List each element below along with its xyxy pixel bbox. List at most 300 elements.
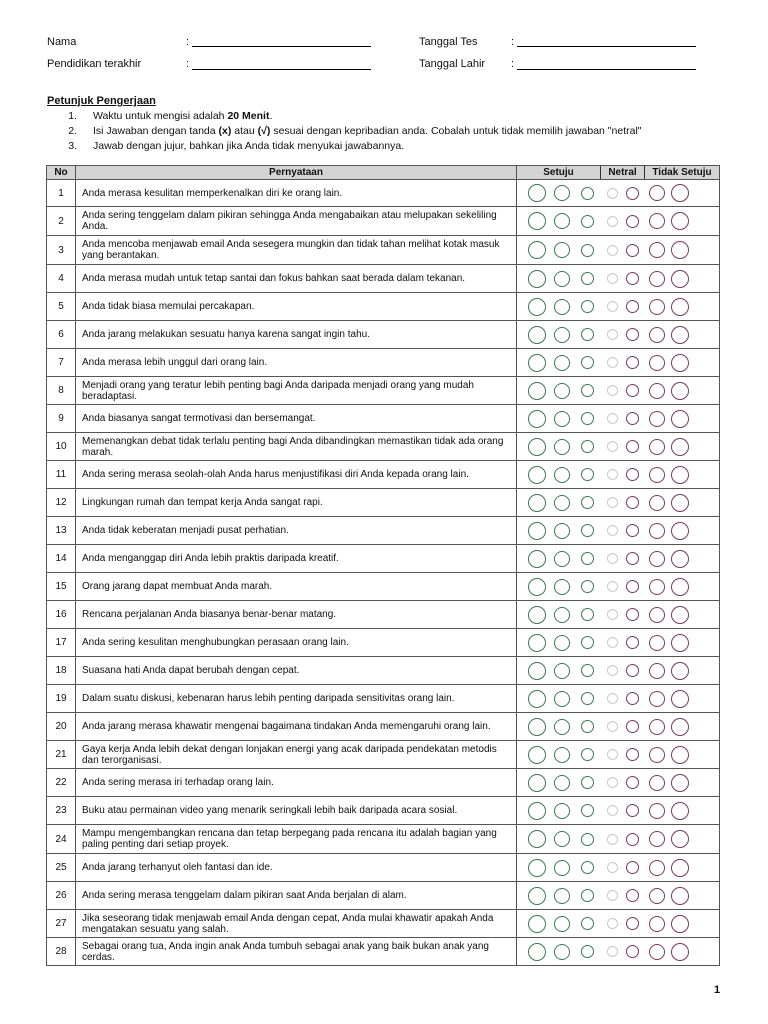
disagree-strong-option[interactable] — [671, 578, 689, 596]
agree-strong-option[interactable] — [528, 270, 546, 288]
row-number: 8 — [47, 377, 76, 405]
header-statement: Pernyataan — [76, 166, 517, 180]
agree-strong-option[interactable] — [528, 298, 546, 316]
agree-option[interactable] — [554, 495, 570, 511]
disagree-slight-option[interactable] — [626, 468, 639, 481]
agree-strong-option[interactable] — [528, 354, 546, 372]
instructions-title: Petunjuk Pengerjaan — [47, 95, 156, 107]
table-row — [47, 349, 720, 377]
agree-option[interactable] — [554, 888, 570, 904]
disagree-slight-option[interactable] — [626, 692, 639, 705]
neutral-option[interactable] — [607, 946, 618, 957]
neutral-option[interactable] — [607, 862, 618, 873]
table-row — [47, 545, 720, 573]
agree-option[interactable] — [554, 719, 570, 735]
neutral-option[interactable] — [607, 245, 618, 256]
disagree-slight-option[interactable] — [626, 804, 639, 817]
row-number: 20 — [47, 713, 76, 741]
agree-slight-option[interactable] — [581, 664, 594, 677]
row-statement: Gaya kerja Anda lebih dekat dengan lonjakan energi yang acak daripada pendekatan metodis dan terorganisasi. — [76, 741, 517, 769]
answer-options — [517, 573, 720, 601]
answer-options — [517, 433, 720, 461]
table-row — [47, 573, 720, 601]
neutral-option[interactable] — [607, 581, 618, 592]
table-row — [47, 797, 720, 825]
agree-option[interactable] — [554, 803, 570, 819]
row-statement: Dalam suatu diskusi, kebenaran harus lebih penting daripada sensitivitas orang lain. — [76, 685, 517, 713]
agree-strong-option[interactable] — [528, 915, 546, 933]
disagree-slight-option[interactable] — [626, 412, 639, 425]
disagree-option[interactable] — [649, 831, 665, 847]
disagree-option[interactable] — [649, 467, 665, 483]
agree-strong-option[interactable] — [528, 690, 546, 708]
disagree-option[interactable] — [649, 242, 665, 258]
disagree-slight-option[interactable] — [626, 636, 639, 649]
row-number: 17 — [47, 629, 76, 657]
agree-slight-option[interactable] — [581, 748, 594, 761]
answer-options — [517, 265, 720, 293]
answer-options — [517, 741, 720, 769]
agree-slight-option[interactable] — [581, 889, 594, 902]
table-row — [47, 405, 720, 433]
agree-slight-option[interactable] — [581, 412, 594, 425]
neutral-option[interactable] — [607, 525, 618, 536]
row-statement: Anda sering merasa seolah-olah Anda harus menjustifikasi diri Anda kepada orang lain. — [76, 461, 517, 489]
answer-options — [517, 685, 720, 713]
agree-slight-option[interactable] — [581, 804, 594, 817]
agree-option[interactable] — [554, 860, 570, 876]
row-number: 7 — [47, 349, 76, 377]
neutral-option[interactable] — [607, 918, 618, 929]
table-row — [47, 882, 720, 910]
neutral-option[interactable] — [607, 357, 618, 368]
row-number: 22 — [47, 769, 76, 797]
agree-slight-option[interactable] — [581, 440, 594, 453]
disagree-slight-option[interactable] — [626, 664, 639, 677]
table-row — [47, 293, 720, 321]
disagree-strong-option[interactable] — [671, 915, 689, 933]
row-number: 4 — [47, 265, 76, 293]
instruction-number: 1. — [68, 110, 77, 122]
neutral-option[interactable] — [607, 890, 618, 901]
answer-options — [517, 629, 720, 657]
instruction-text: Isi Jawaban dengan tanda (x) atau (√) sesuai dengan kepribadian anda. Cobalah untuk tidak memilih jawaban "netral" — [93, 125, 642, 137]
row-statement: Jika seseorang tidak menjawab email Anda dengan cepat, Anda mulai khawatir apakah Anda mengatakan sesuatu yang salah. — [76, 910, 517, 938]
row-statement: Anda tidak keberatan menjadi pusat perhatian. — [76, 517, 517, 545]
disagree-slight-option[interactable] — [626, 356, 639, 369]
agree-strong-option[interactable] — [528, 578, 546, 596]
agree-slight-option[interactable] — [581, 833, 594, 846]
field-label-education: Pendidikan terakhir — [47, 58, 142, 70]
answer-options — [517, 545, 720, 573]
answer-options — [517, 854, 720, 882]
instruction-item — [0, 140, 768, 152]
agree-option[interactable] — [554, 213, 570, 229]
disagree-strong-option[interactable] — [671, 241, 689, 259]
disagree-option[interactable] — [649, 551, 665, 567]
agree-strong-option[interactable] — [528, 212, 546, 230]
answer-options — [517, 405, 720, 433]
disagree-slight-option[interactable] — [626, 328, 639, 341]
agree-strong-option[interactable] — [528, 718, 546, 736]
row-statement: Anda merasa kesulitan memperkenalkan diri ke orang lain. — [76, 180, 517, 207]
agree-strong-option[interactable] — [528, 550, 546, 568]
agree-option[interactable] — [554, 663, 570, 679]
neutral-option[interactable] — [607, 834, 618, 845]
neutral-option[interactable] — [607, 609, 618, 620]
agree-option[interactable] — [554, 691, 570, 707]
disagree-strong-option[interactable] — [671, 634, 689, 652]
disagree-strong-option[interactable] — [671, 494, 689, 512]
agree-slight-option[interactable] — [581, 917, 594, 930]
table-row — [47, 769, 720, 797]
table-row — [47, 854, 720, 882]
disagree-slight-option[interactable] — [626, 720, 639, 733]
disagree-slight-option[interactable] — [626, 608, 639, 621]
agree-option[interactable] — [554, 185, 570, 201]
agree-strong-option[interactable] — [528, 802, 546, 820]
disagree-option[interactable] — [649, 607, 665, 623]
agree-strong-option[interactable] — [528, 887, 546, 905]
disagree-option[interactable] — [649, 719, 665, 735]
agree-strong-option[interactable] — [528, 746, 546, 764]
row-number: 9 — [47, 405, 76, 433]
neutral-option[interactable] — [607, 441, 618, 452]
agree-option[interactable] — [554, 327, 570, 343]
agree-strong-option[interactable] — [528, 326, 546, 344]
table-row — [47, 685, 720, 713]
row-number: 10 — [47, 433, 76, 461]
disagree-slight-option[interactable] — [626, 552, 639, 565]
disagree-slight-option[interactable] — [626, 776, 639, 789]
disagree-slight-option[interactable] — [626, 300, 639, 313]
disagree-slight-option[interactable] — [626, 215, 639, 228]
disagree-option[interactable] — [649, 775, 665, 791]
agree-option[interactable] — [554, 299, 570, 315]
table-row — [47, 657, 720, 685]
row-statement: Anda biasanya sangat termotivasi dan bersemangat. — [76, 405, 517, 433]
agree-slight-option[interactable] — [581, 861, 594, 874]
disagree-option[interactable] — [649, 579, 665, 595]
disagree-option[interactable] — [649, 944, 665, 960]
agree-strong-option[interactable] — [528, 241, 546, 259]
table-row — [47, 517, 720, 545]
row-number: 6 — [47, 321, 76, 349]
agree-option[interactable] — [554, 551, 570, 567]
instruction-item — [0, 125, 768, 137]
agree-strong-option[interactable] — [528, 382, 546, 400]
table-row — [47, 377, 720, 405]
row-statement: Rencana perjalanan Anda biasanya benar-benar matang. — [76, 601, 517, 629]
disagree-strong-option[interactable] — [671, 859, 689, 877]
disagree-slight-option[interactable] — [626, 917, 639, 930]
disagree-strong-option[interactable] — [671, 774, 689, 792]
test-date-field[interactable] — [517, 46, 696, 47]
row-number: 27 — [47, 910, 76, 938]
agree-option[interactable] — [554, 775, 570, 791]
agree-strong-option[interactable] — [528, 606, 546, 624]
table-row — [47, 207, 720, 236]
agree-option[interactable] — [554, 607, 570, 623]
disagree-strong-option[interactable] — [671, 550, 689, 568]
agree-strong-option[interactable] — [528, 774, 546, 792]
disagree-strong-option[interactable] — [671, 270, 689, 288]
agree-slight-option[interactable] — [581, 272, 594, 285]
disagree-strong-option[interactable] — [671, 212, 689, 230]
disagree-option[interactable] — [649, 185, 665, 201]
disagree-option[interactable] — [649, 495, 665, 511]
disagree-slight-option[interactable] — [626, 889, 639, 902]
row-statement: Anda jarang merasa khawatir mengenai bagaimana tindakan Anda memengaruhi orang lain. — [76, 713, 517, 741]
disagree-option[interactable] — [649, 747, 665, 763]
table-row — [47, 180, 720, 207]
disagree-strong-option[interactable] — [671, 690, 689, 708]
agree-strong-option[interactable] — [528, 438, 546, 456]
disagree-option[interactable] — [649, 299, 665, 315]
agree-option[interactable] — [554, 635, 570, 651]
agree-strong-option[interactable] — [528, 494, 546, 512]
neutral-option[interactable] — [607, 413, 618, 424]
disagree-option[interactable] — [649, 663, 665, 679]
disagree-slight-option[interactable] — [626, 580, 639, 593]
agree-option[interactable] — [554, 271, 570, 287]
agree-strong-option[interactable] — [528, 859, 546, 877]
answer-options — [517, 517, 720, 545]
field-label-test-date: Tanggal Tes — [419, 36, 478, 48]
disagree-option[interactable] — [649, 803, 665, 819]
table-row — [47, 321, 720, 349]
disagree-slight-option[interactable] — [626, 440, 639, 453]
disagree-option[interactable] — [649, 411, 665, 427]
agree-slight-option[interactable] — [581, 384, 594, 397]
agree-option[interactable] — [554, 439, 570, 455]
disagree-slight-option[interactable] — [626, 272, 639, 285]
row-statement: Sebagai orang tua, Anda ingin anak Anda tumbuh sebagai anak yang baik bukan anak yang cerdas. — [76, 938, 517, 966]
questionnaire-table — [46, 165, 720, 966]
agree-option[interactable] — [554, 523, 570, 539]
neutral-option[interactable] — [607, 329, 618, 340]
disagree-slight-option[interactable] — [626, 833, 639, 846]
row-number: 28 — [47, 938, 76, 966]
disagree-option[interactable] — [649, 327, 665, 343]
disagree-slight-option[interactable] — [626, 524, 639, 537]
answer-options — [517, 797, 720, 825]
instruction-text: Jawab dengan jujur, bahkan jika Anda tidak menyukai jawabannya. — [93, 140, 405, 152]
disagree-strong-option[interactable] — [671, 184, 689, 202]
agree-strong-option[interactable] — [528, 662, 546, 680]
table-row — [47, 601, 720, 629]
agree-slight-option[interactable] — [581, 692, 594, 705]
row-statement: Anda merasa mudah untuk tetap santai dan fokus bahkan saat berada dalam tekanan. — [76, 265, 517, 293]
instruction-item — [0, 110, 768, 122]
field-colon: : — [511, 58, 515, 70]
neutral-option[interactable] — [607, 777, 618, 788]
row-number: 12 — [47, 489, 76, 517]
disagree-strong-option[interactable] — [671, 326, 689, 344]
agree-slight-option[interactable] — [581, 496, 594, 509]
agree-option[interactable] — [554, 467, 570, 483]
neutral-option[interactable] — [607, 273, 618, 284]
disagree-slight-option[interactable] — [626, 244, 639, 257]
answer-options — [517, 938, 720, 966]
disagree-strong-option[interactable] — [671, 943, 689, 961]
row-number: 24 — [47, 825, 76, 854]
disagree-slight-option[interactable] — [626, 496, 639, 509]
disagree-strong-option[interactable] — [671, 522, 689, 540]
agree-strong-option[interactable] — [528, 410, 546, 428]
neutral-option[interactable] — [607, 301, 618, 312]
disagree-option[interactable] — [649, 213, 665, 229]
instruction-number: 3. — [68, 140, 77, 152]
disagree-option[interactable] — [649, 635, 665, 651]
header-agree: Setuju — [517, 166, 601, 180]
disagree-slight-option[interactable] — [626, 187, 639, 200]
birth-date-field[interactable] — [517, 69, 696, 70]
disagree-strong-option[interactable] — [671, 410, 689, 428]
name-field[interactable] — [192, 46, 371, 47]
agree-slight-option[interactable] — [581, 524, 594, 537]
field-label-name: Nama — [47, 36, 77, 48]
agree-slight-option[interactable] — [581, 328, 594, 341]
agree-option[interactable] — [554, 916, 570, 932]
answer-options — [517, 293, 720, 321]
disagree-strong-option[interactable] — [671, 887, 689, 905]
agree-option[interactable] — [554, 747, 570, 763]
agree-slight-option[interactable] — [581, 636, 594, 649]
row-statement: Orang jarang dapat membuat Anda marah. — [76, 573, 517, 601]
education-field[interactable] — [192, 69, 371, 70]
disagree-strong-option[interactable] — [671, 438, 689, 456]
agree-option[interactable] — [554, 383, 570, 399]
disagree-option[interactable] — [649, 888, 665, 904]
field-colon: : — [186, 36, 190, 48]
disagree-option[interactable] — [649, 691, 665, 707]
answer-options — [517, 825, 720, 854]
row-statement: Menjadi orang yang teratur lebih penting bagi Anda daripada menjadi orang yang mudah beradaptasi. — [76, 377, 517, 405]
row-number: 18 — [47, 657, 76, 685]
disagree-slight-option[interactable] — [626, 945, 639, 958]
agree-strong-option[interactable] — [528, 830, 546, 848]
disagree-option[interactable] — [649, 383, 665, 399]
agree-slight-option[interactable] — [581, 720, 594, 733]
table-row — [47, 433, 720, 461]
disagree-strong-option[interactable] — [671, 746, 689, 764]
agree-slight-option[interactable] — [581, 215, 594, 228]
row-statement: Anda mencoba menjawab email Anda sesegera mungkin dan tidak tahan melihat kotak masuk yang berantakan. — [76, 236, 517, 265]
row-number: 26 — [47, 882, 76, 910]
neutral-option[interactable] — [607, 553, 618, 564]
answer-options — [517, 601, 720, 629]
answer-options — [517, 713, 720, 741]
agree-strong-option[interactable] — [528, 522, 546, 540]
neutral-option[interactable] — [607, 805, 618, 816]
disagree-option[interactable] — [649, 271, 665, 287]
agree-option[interactable] — [554, 579, 570, 595]
agree-strong-option[interactable] — [528, 634, 546, 652]
row-number: 19 — [47, 685, 76, 713]
row-statement: Anda menganggap diri Anda lebih praktis daripada kreatif. — [76, 545, 517, 573]
neutral-option[interactable] — [607, 721, 618, 732]
agree-strong-option[interactable] — [528, 466, 546, 484]
agree-option[interactable] — [554, 411, 570, 427]
neutral-option[interactable] — [607, 216, 618, 227]
row-number: 13 — [47, 517, 76, 545]
disagree-strong-option[interactable] — [671, 298, 689, 316]
disagree-slight-option[interactable] — [626, 861, 639, 874]
disagree-option[interactable] — [649, 916, 665, 932]
neutral-option[interactable] — [607, 749, 618, 760]
agree-option[interactable] — [554, 831, 570, 847]
neutral-option[interactable] — [607, 385, 618, 396]
agree-slight-option[interactable] — [581, 244, 594, 257]
row-statement: Lingkungan rumah dan tempat kerja Anda sangat rapi. — [76, 489, 517, 517]
field-label-birth-date: Tanggal Lahir — [419, 58, 486, 70]
agree-strong-option[interactable] — [528, 943, 546, 961]
neutral-option[interactable] — [607, 637, 618, 648]
agree-slight-option[interactable] — [581, 580, 594, 593]
disagree-strong-option[interactable] — [671, 382, 689, 400]
agree-slight-option[interactable] — [581, 468, 594, 481]
disagree-slight-option[interactable] — [626, 748, 639, 761]
disagree-option[interactable] — [649, 860, 665, 876]
row-statement: Anda jarang melakukan sesuatu hanya karena sangat ingin tahu. — [76, 321, 517, 349]
agree-slight-option[interactable] — [581, 300, 594, 313]
disagree-strong-option[interactable] — [671, 606, 689, 624]
answer-options — [517, 236, 720, 265]
row-number: 2 — [47, 207, 76, 236]
neutral-option[interactable] — [607, 665, 618, 676]
disagree-slight-option[interactable] — [626, 384, 639, 397]
agree-option[interactable] — [554, 242, 570, 258]
neutral-option[interactable] — [607, 693, 618, 704]
table-row — [47, 489, 720, 517]
row-statement: Anda merasa lebih unggul dari orang lain. — [76, 349, 517, 377]
row-statement: Buku atau permainan video yang menarik seringkali lebih baik daripada acara sosial. — [76, 797, 517, 825]
agree-slight-option[interactable] — [581, 776, 594, 789]
agree-slight-option[interactable] — [581, 187, 594, 200]
disagree-strong-option[interactable] — [671, 466, 689, 484]
row-statement: Mampu mengembangkan rencana dan tetap berpegang pada rencana itu adalah bagian yang paling penting dari setiap proyek. — [76, 825, 517, 854]
agree-strong-option[interactable] — [528, 184, 546, 202]
agree-option[interactable] — [554, 944, 570, 960]
disagree-option[interactable] — [649, 355, 665, 371]
neutral-option[interactable] — [607, 469, 618, 480]
disagree-strong-option[interactable] — [671, 802, 689, 820]
table-row — [47, 938, 720, 966]
disagree-strong-option[interactable] — [671, 830, 689, 848]
answer-options — [517, 657, 720, 685]
agree-slight-option[interactable] — [581, 608, 594, 621]
disagree-strong-option[interactable] — [671, 718, 689, 736]
row-statement: Anda sering merasa iri terhadap orang lain. — [76, 769, 517, 797]
row-statement: Anda sering merasa tenggelam dalam pikiran saat Anda berjalan di alam. — [76, 882, 517, 910]
table-row — [47, 265, 720, 293]
disagree-option[interactable] — [649, 523, 665, 539]
header-neutral: Netral — [601, 166, 645, 180]
disagree-strong-option[interactable] — [671, 662, 689, 680]
answer-options — [517, 377, 720, 405]
agree-option[interactable] — [554, 355, 570, 371]
neutral-option[interactable] — [607, 497, 618, 508]
row-number: 25 — [47, 854, 76, 882]
disagree-strong-option[interactable] — [671, 354, 689, 372]
disagree-option[interactable] — [649, 439, 665, 455]
neutral-option[interactable] — [607, 188, 618, 199]
agree-slight-option[interactable] — [581, 945, 594, 958]
agree-slight-option[interactable] — [581, 552, 594, 565]
agree-slight-option[interactable] — [581, 356, 594, 369]
table-header-row — [47, 166, 720, 180]
